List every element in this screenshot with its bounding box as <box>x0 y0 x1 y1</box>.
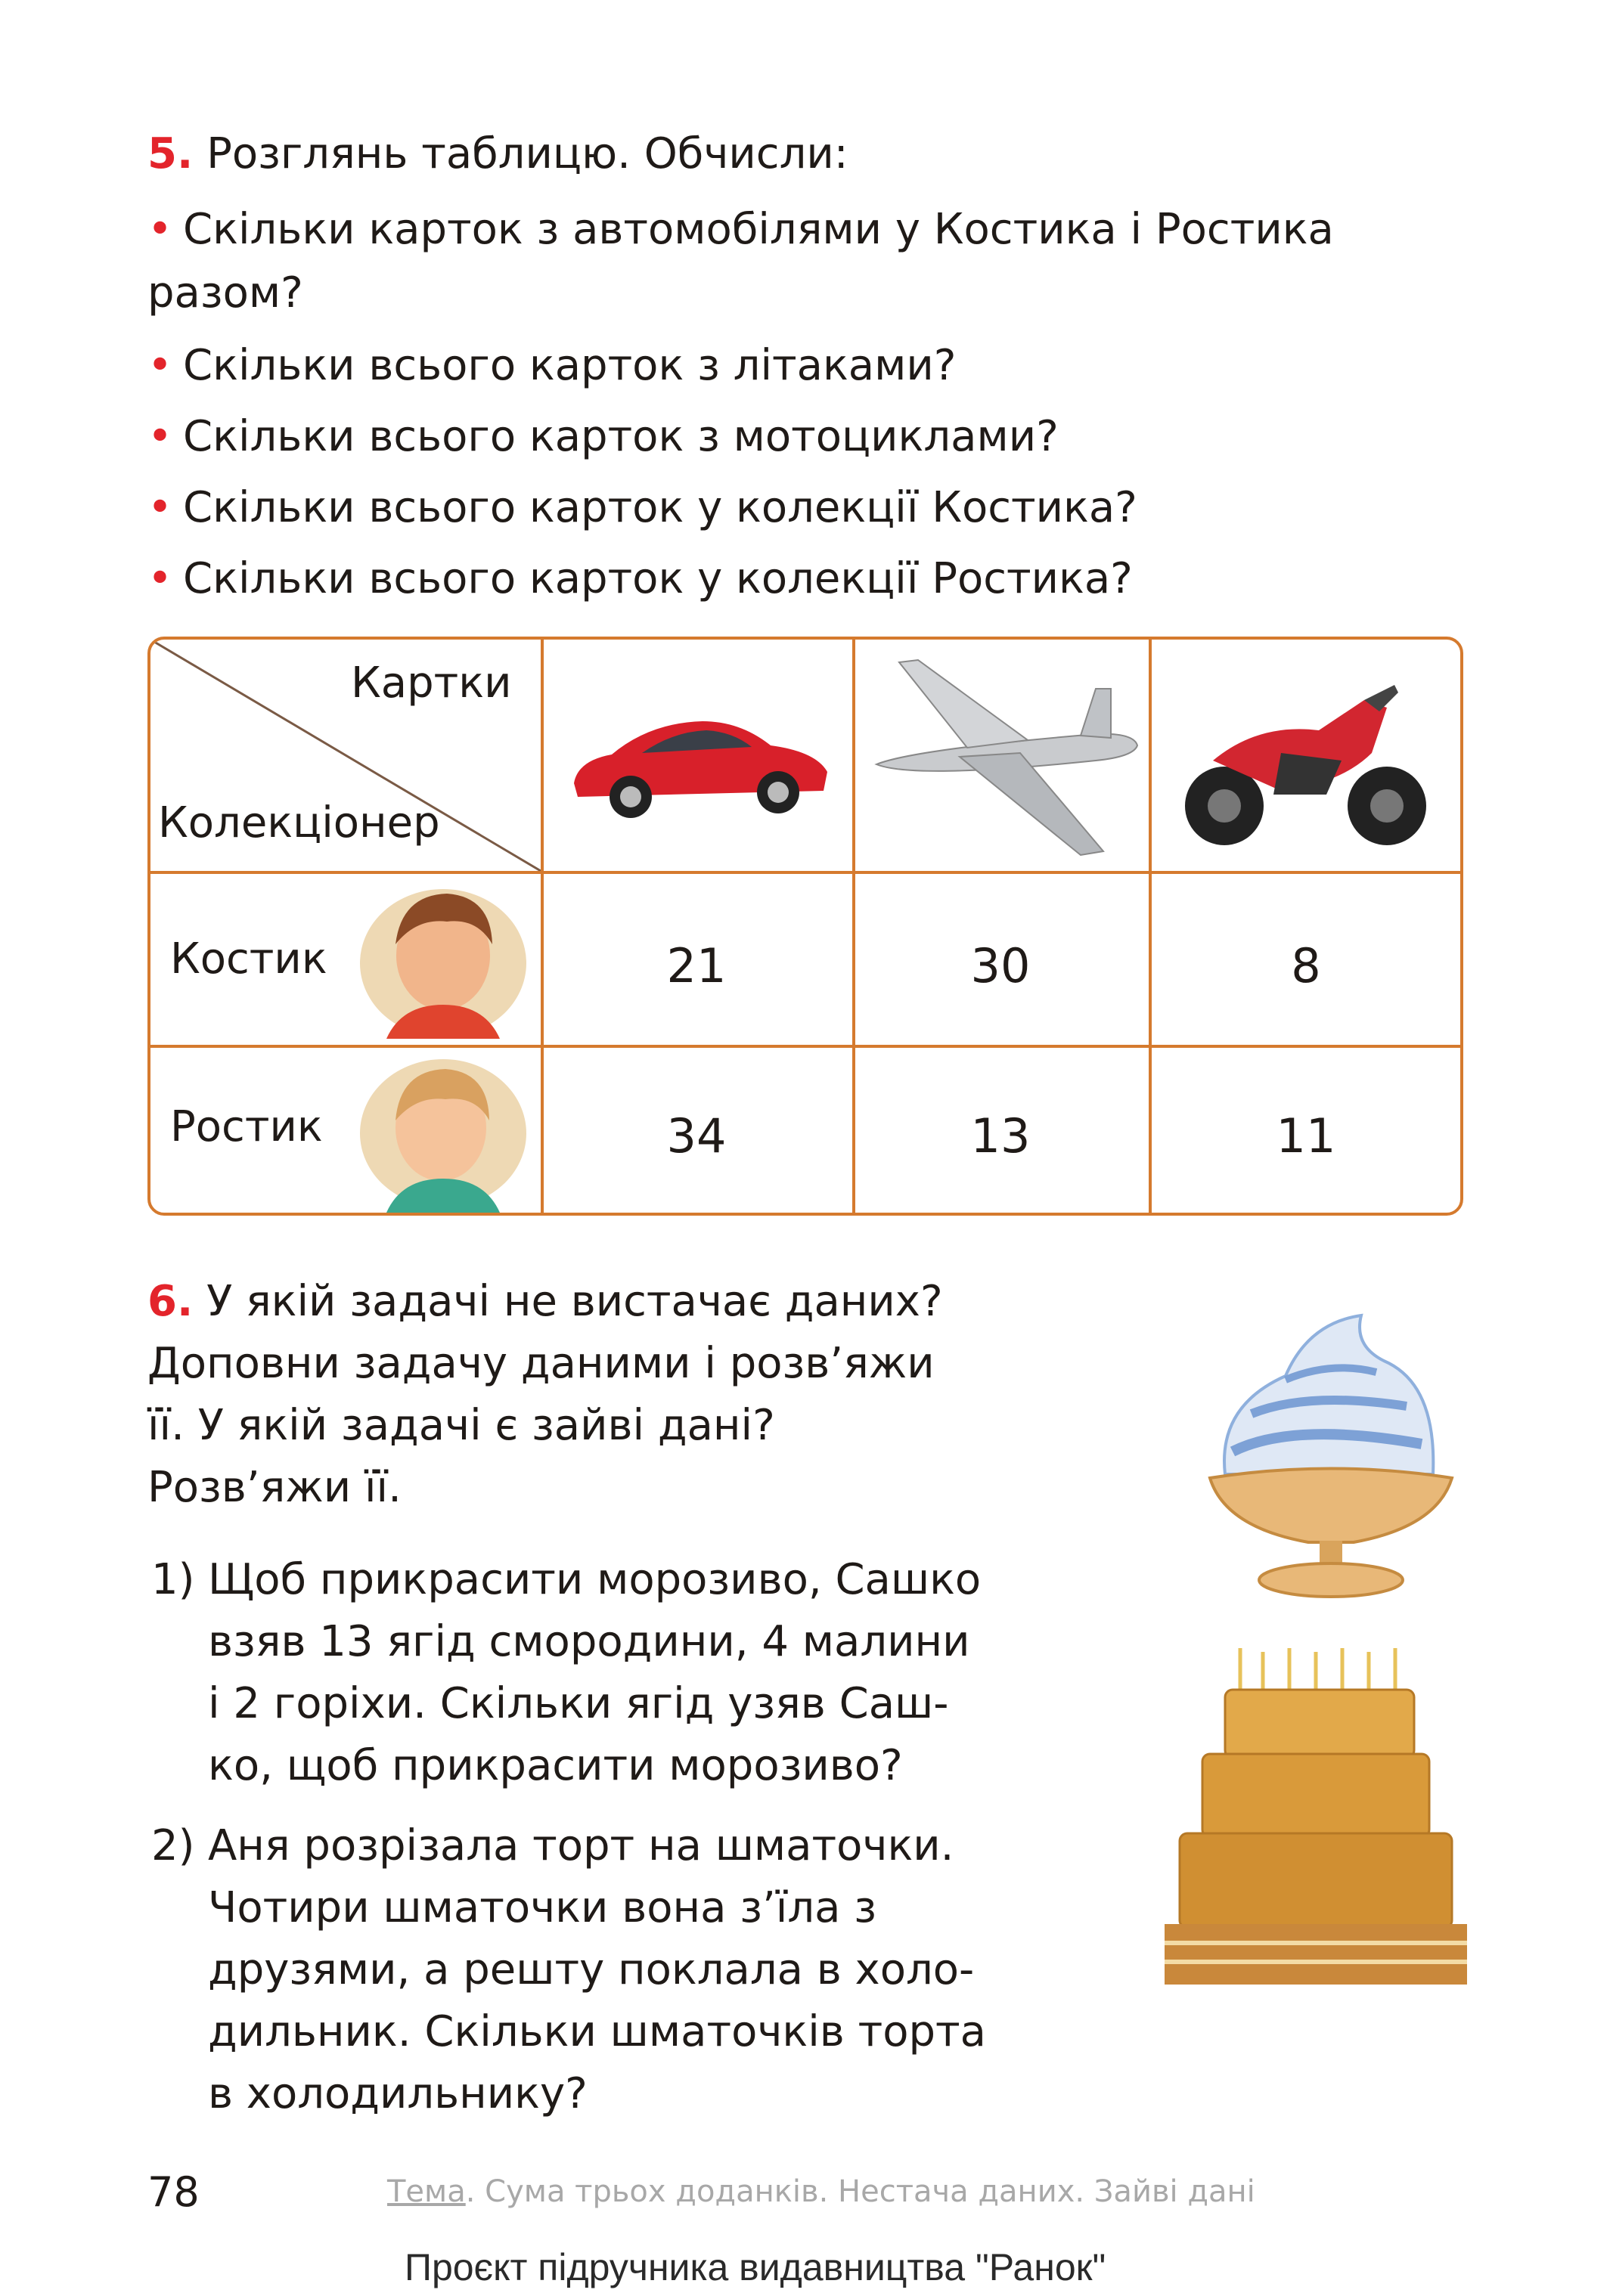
problem-2-line-5: в холодильнику? <box>208 2069 588 2118</box>
problem-1-line-4: ко, щоб прикрасити морозиво? <box>208 1741 903 1790</box>
task5-question-2: • Скільки всього карток з літаками? <box>147 341 957 390</box>
airplane-icon <box>869 651 1149 863</box>
boy-kostyk-avatar <box>356 880 530 1039</box>
task5-question-1-cont: разом? <box>147 268 303 318</box>
row-name-kostyk: Костик <box>170 934 327 984</box>
table-divider <box>1149 640 1152 1213</box>
problem-1-line-3: і 2 горіхи. Скільки ягід узяв Саш- <box>208 1679 949 1728</box>
page-number: 78 <box>147 2168 200 2216</box>
motorcycle-icon <box>1168 670 1447 851</box>
task6-line-2: Доповни задачу даними і розв’яжи <box>147 1339 935 1388</box>
cell-kostyk-cars: 21 <box>666 938 727 993</box>
cell-rostyk-planes: 13 <box>970 1108 1031 1163</box>
problem-1-line-1: Щоб прикрасити морозиво, Сашко <box>208 1555 982 1604</box>
bullet: • <box>147 205 173 254</box>
cards-table <box>147 637 1463 1216</box>
cell-rostyk-cars: 34 <box>666 1108 727 1163</box>
task5-question-4: • Скільки всього карток у колекції Костика? <box>147 483 1137 532</box>
table-divider <box>150 1045 1460 1048</box>
cell-kostyk-motorcycles: 8 <box>1291 938 1321 993</box>
cake-illustration <box>1157 1641 1475 1996</box>
task6-number: 6. <box>147 1277 194 1326</box>
bullet: • <box>147 554 173 603</box>
bullet: • <box>147 412 173 461</box>
table-divider <box>541 640 544 1213</box>
table-divider <box>852 640 855 1213</box>
problem-1-label: 1) <box>151 1555 195 1604</box>
problem-2-line-1: Аня розрізала торт на шматочки. <box>208 1821 954 1870</box>
task5-intro-text: Розглянь таблицю. Обчисли: <box>206 129 848 178</box>
task6-line-3: її. У якій задачі є зайві дані? <box>147 1401 775 1450</box>
problem-2-line-2: Чотири шматочки вона з’їла з <box>208 1883 877 1932</box>
project-caption: Проєкт підручника видавництва "Ранок" <box>405 2246 1106 2288</box>
task6-line-4: Розв’яжи її. <box>147 1463 402 1512</box>
topic-line <box>387 2174 1255 2209</box>
car-icon <box>559 693 839 829</box>
bullet: • <box>147 483 173 532</box>
problem-2-label: 2) <box>151 1821 195 1870</box>
cell-kostyk-planes: 30 <box>970 938 1031 993</box>
header-collector: Колекціонер <box>158 798 440 847</box>
task5-number: 5. <box>147 129 194 178</box>
ice-cream-illustration <box>1180 1300 1482 1603</box>
header-cards: Картки <box>351 658 512 708</box>
problem-2-line-4: дильник. Скільки шматочків торта <box>208 2007 986 2056</box>
problem-2-line-3: друзями, а решту поклала в холо- <box>208 1945 975 1994</box>
boy-rostyk-avatar <box>356 1054 530 1213</box>
problem-1-line-2: взяв 13 ягід смородини, 4 малини <box>208 1617 970 1666</box>
topic-text: . Сума трьох доданків. Нестача даних. Зайві дані <box>465 2174 1255 2209</box>
table-divider <box>150 871 1460 874</box>
task6-line-1: 6. У якій задачі не вистачає даних? <box>147 1277 943 1326</box>
cell-rostyk-motorcycles: 11 <box>1276 1108 1336 1163</box>
task5-question-3: • Скільки всього карток з мотоциклами? <box>147 412 1059 461</box>
task5-question-1: • Скільки карток з автомобілями у Костика і Ростика <box>147 205 1334 254</box>
task5-intro <box>147 122 848 186</box>
row-name-rostyk: Ростик <box>170 1102 323 1151</box>
topic-label: Тема <box>387 2174 466 2209</box>
bullet: • <box>147 341 173 390</box>
task5-question-5: • Скільки всього карток у колекції Ростика? <box>147 554 1133 603</box>
